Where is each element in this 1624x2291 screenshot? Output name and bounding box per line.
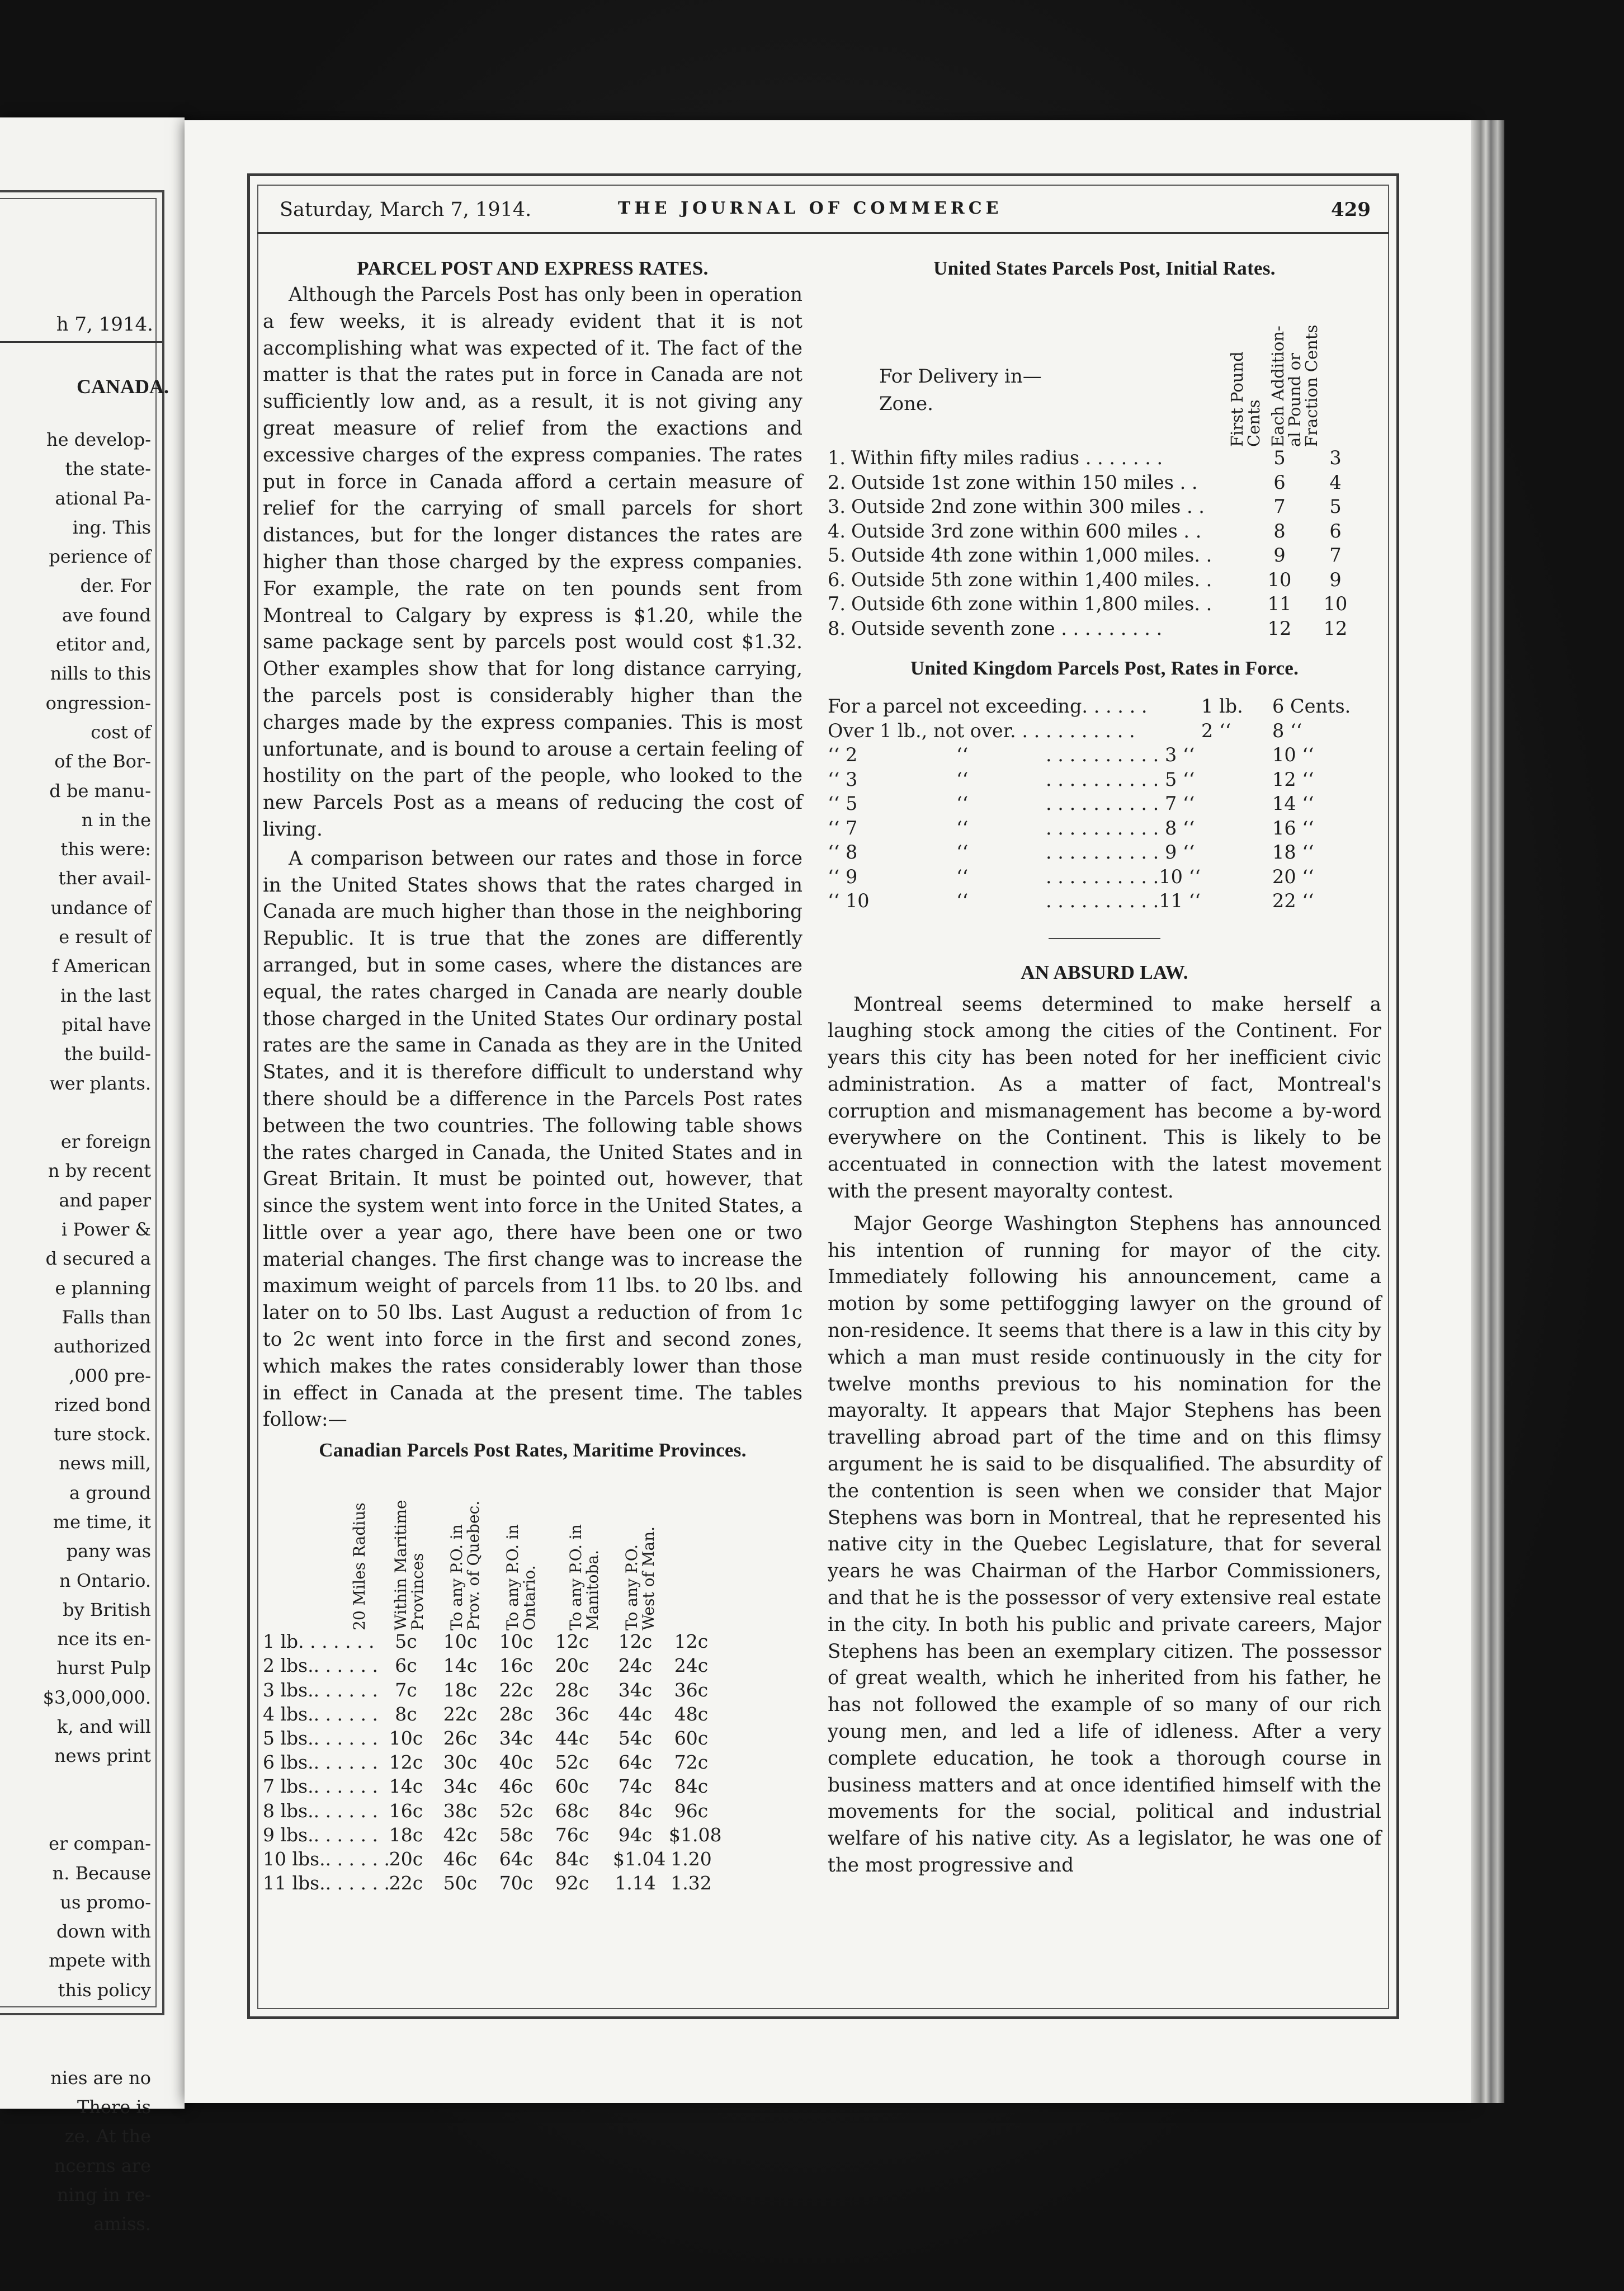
uk-label-cell: ‘‘ 8 <box>828 841 858 863</box>
uk-ditto-cell: ‘‘ <box>956 865 969 888</box>
facing-page-line: and paper <box>59 1189 151 1211</box>
uk-cents-cell: 14 ‘‘ <box>1272 793 1314 814</box>
facing-page-line: us promo- <box>60 1891 151 1913</box>
facing-page-line: er foreign <box>60 1131 151 1153</box>
canadian-rate-cell: 12c <box>555 1630 589 1653</box>
canadian-col-header-line: Manitoba. <box>583 1550 602 1631</box>
uk-cents-cell: 12 ‘‘ <box>1272 768 1314 790</box>
canadian-rate-cell: 74c <box>618 1775 653 1798</box>
facing-page-line: wer plants. <box>49 1072 151 1094</box>
canadian-rate-cell: 1.14 <box>615 1872 656 1894</box>
canadian-rate-cell: 64c <box>618 1751 653 1774</box>
facing-page-line: nills to this <box>50 663 151 685</box>
parcel-article-paragraph-2: A comparison between our rates and those in force in the United States shows that the rates charged in Canada are much higher than those in the neighboring Republic. It is true that the zones are differently arranged, but in some cases, where the distances are equal, the rates charged in Canada are nearly double those charged in the United States Our ordinary postal rates are the same in Canada as they are in the United States, and it is therefore difficult to understand why there should be a difference in the Parcels Post rates between the two countries. The following table shows the rates charged in Canada, the United States and in Great Britain. It must be pointed out, however, that since the system went into force in the United States, a little over a year ago, there have been one or two material changes. The first change was to increase the maximum weight of parcels from 11 lbs. to 20 lbs. and later on to 50 lbs. Last August a reduction of from 1c to 2c went into force in the first and second zones, which makes the rates considerably lower than those in effect in Canada at the present time. The tables follow:— <box>263 847 802 1431</box>
canadian-rate-cell: 1.20 <box>671 1847 712 1870</box>
uk-table-row <box>828 744 1381 769</box>
uk-label-cell: ‘‘ 3 <box>828 768 858 790</box>
canadian-col-header-line: To any P.O. in <box>566 1524 585 1631</box>
uk-cents-cell: 6 Cents. <box>1272 695 1351 717</box>
canadian-weight-cell: 8 lbs.. . . . . . <box>263 1799 378 1822</box>
facing-page-rule <box>0 341 162 343</box>
us-first-pound-cell: 12 <box>1267 617 1292 639</box>
canadian-rate-cell: 68c <box>555 1799 589 1822</box>
canadian-rate-cell: 44c <box>555 1727 589 1750</box>
canadian-rate-cell: 28c <box>499 1703 534 1725</box>
facing-page-line: undance of <box>50 897 151 918</box>
canadian-rate-cell: 10c <box>499 1630 534 1653</box>
facing-page-line: n in the <box>81 809 151 831</box>
uk-label-cell: Over 1 lb., not over. . . . . . . . . . . <box>828 719 1135 742</box>
canadian-rate-cell: 72c <box>674 1751 709 1774</box>
canadian-col-header-line: To any P.O. <box>622 1544 641 1631</box>
us-table-row <box>828 593 1381 617</box>
canadian-rate-cell: 30c <box>443 1751 478 1774</box>
canadian-rate-cell: 60c <box>674 1727 709 1750</box>
facing-page-line: d secured a <box>45 1248 151 1270</box>
facing-page-line <box>43 1771 151 1800</box>
absurd-article-paragraph-1: Montreal seems determined to make herself a laughing stock among the cities of the Continent. For years this city has been noted for her inefficient civic administration. As a matter of fact, Montreal's corruption and mismanagement has become a by-word everywhere on the Continent. This is likely to be accentuated in connection with the latest movement with the present mayoralty contest. <box>828 993 1381 1203</box>
canadian-rate-cell: 92c <box>555 1872 589 1894</box>
uk-table-row <box>828 769 1381 793</box>
us-first-pound-cell: 8 <box>1273 520 1286 542</box>
us-additional-cell: 4 <box>1329 471 1342 493</box>
facing-page-line <box>43 2034 151 2063</box>
absurd-article-paragraph-2: Major George Washington Stephens has announced his intention of running for mayor of the city. Immediately following his announcement, came a motion by some pettifogging lawyer on the ground of non-residence. It seems that there is a law in this city by which a man must reside continuously in the city for twelve months previous to his nomination for the mayoralty. It appears that Major Stephens has been travelling abroad part of the time and on this flimsy argument he is said to be disqualified. The absurdity of the contention is seen when we consider that Major Stephens was born in Montreal, that he represented his native city in the Quebec Legislature, that for several years he was Chairman of the Harbor Commissioners, and that he is the possessor of very extensive real estate in the city. In both his public and private careers, Major Stephens has been an exemplary citizen. The possessor of great wealth, which he inherited from his father, he has not followed the example of so many of our rich young men, and led a life of idleness. After a very complete education, he took a thorough course in business matters and at once identified himself with the movements for the social, political and industrial welfare of his native city. As a legislator, he was one of the most progressive and <box>828 1212 1381 1877</box>
uk-table-row <box>828 817 1381 842</box>
facing-page-line: of the Bor- <box>54 751 151 772</box>
canadian-rate-cell: 34c <box>443 1775 478 1798</box>
canadian-rate-cell: 14c <box>443 1654 478 1677</box>
facing-page <box>0 117 185 2235</box>
us-first-pound-cell: 6 <box>1273 471 1286 493</box>
canadian-rate-cell: 84c <box>555 1847 589 1870</box>
facing-page-line: ncerns are <box>54 2155 151 2176</box>
canadian-weight-cell: 5 lbs.. . . . . . <box>263 1727 378 1750</box>
uk-ditto-cell: ‘‘ <box>956 768 969 790</box>
canadian-col-header <box>568 1524 601 1630</box>
canadian-table-row <box>263 1654 802 1679</box>
facing-page-line: by British <box>63 1599 151 1620</box>
parcel-article-paragraph-1: Although the Parcels Post has only been in operation a few weeks, it is already evident that it is not accomplishing what was expected of it. The fact of the matter is that the rates put in force in Canada are not sufficiently low and, as a result, it is not giving any great measure of relief from the exactions and excessive charges of the express companies. The rates put in force in Canada afford a certain measure of relief for the carrying of small parcels for short distances, but for the longer distances the rates are higher than those charged by the express companies. For example, the rate on ten pounds sent from Montreal to Calgary by express is $1.20, while the same package sent by parcels post would cost $1.32. Other examples show that for long distance carrying, the parcels post is considerably higher than the charges made by the express companies. This is most unfortunate, and is bound to arouse a certain feeling of hostility on the part of the people, who looked to the new Parcels Post as a means of reducing the cost of living. <box>263 284 802 841</box>
uk-table-row <box>828 695 1381 720</box>
uk-label-cell: For a parcel not exceeding. . . . . . <box>828 695 1148 717</box>
canadian-rate-cell: 1.32 <box>671 1872 712 1894</box>
facing-page-line: There is <box>77 2096 151 2118</box>
for-delivery-label: For Delivery in— <box>879 365 1042 388</box>
canadian-col-header-line: Prov. of Quebec. <box>464 1501 483 1631</box>
uk-table-row <box>828 841 1381 866</box>
canadian-weight-cell: 11 lbs.. . . . . . <box>263 1872 390 1894</box>
canadian-col-header <box>449 1501 482 1630</box>
canadian-col-header-line: 20 Miles Radius <box>350 1502 369 1631</box>
uk-ditto-cell: ‘‘ <box>956 841 969 863</box>
us-first-pound-cell: 5 <box>1273 447 1286 469</box>
facing-page-line: k, and will <box>56 1716 151 1738</box>
uk-weight-cell: . . . . . . . . . .10 ‘‘ <box>1046 865 1201 888</box>
canadian-col-header <box>351 1503 368 1631</box>
canadian-col-header-line: Within Maritime <box>391 1500 410 1631</box>
us-first-pound-cell: 10 <box>1267 568 1292 591</box>
canadian-rate-cell: 42c <box>443 1823 478 1846</box>
uk-cents-cell: 16 ‘‘ <box>1272 817 1314 839</box>
us-additional-cell: 5 <box>1329 496 1342 517</box>
us-table-row <box>828 472 1381 496</box>
canadian-col-header-line: To any P.O. in <box>503 1524 522 1631</box>
parcel-article-title: PARCEL POST AND EXPRESS RATES. <box>357 257 709 279</box>
us-additional-cell: 7 <box>1329 544 1342 566</box>
canadian-table-row <box>263 1630 802 1654</box>
canadian-rate-cell: 12c <box>389 1751 423 1774</box>
facing-page-line: rized bond <box>54 1394 151 1416</box>
uk-table-row <box>828 793 1381 817</box>
canadian-rate-cell: $1.04 <box>613 1847 666 1870</box>
us-additional-cell: 10 <box>1323 593 1348 615</box>
canadian-col-header-line: West of Man. <box>639 1526 658 1631</box>
us-zone-number: 5. <box>828 544 846 566</box>
canadian-table-header <box>263 1468 802 1630</box>
absurd-article-title: AN ABSURD LAW. <box>1021 961 1188 983</box>
canadian-rate-cell: 20c <box>555 1654 589 1677</box>
canadian-weight-cell: 10 lbs.. . . . . . <box>263 1847 390 1870</box>
facing-page-line: n by recent <box>48 1160 151 1182</box>
canadian-rate-cell: 36c <box>674 1679 709 1701</box>
facing-page-line <box>43 2005 151 2034</box>
us-zone-description: Outside 3rd zone within 600 miles . . <box>851 520 1202 542</box>
uk-weight-cell: . . . . . . . . . . 3 ‘‘ <box>1046 744 1195 766</box>
facing-page-line: d be manu- <box>49 780 151 802</box>
facing-page-line: i Power & <box>61 1219 151 1241</box>
canadian-rate-cell: 94c <box>618 1823 653 1846</box>
canadian-rate-cell: 18c <box>443 1679 478 1701</box>
canadian-table-body <box>263 1630 802 1896</box>
canadian-table-row <box>263 1703 802 1727</box>
canadian-rate-cell: 38c <box>443 1799 478 1822</box>
facing-page-line: e planning <box>55 1277 151 1299</box>
facing-page-line: ave found <box>62 604 151 626</box>
canadian-rate-cell: 16c <box>389 1799 423 1822</box>
facing-page-line: er compan- <box>49 1833 151 1855</box>
canadian-rate-cell: $1.08 <box>669 1823 722 1846</box>
us-table-row <box>828 496 1381 520</box>
canadian-table-row <box>263 1751 802 1775</box>
uk-ditto-cell: ‘‘ <box>956 817 969 839</box>
canadian-col-header <box>393 1500 426 1630</box>
zone-label: Zone. <box>879 393 933 415</box>
canadian-rate-cell: 84c <box>618 1799 653 1822</box>
right-column <box>828 257 1381 1879</box>
uk-cents-cell: 18 ‘‘ <box>1272 841 1314 863</box>
canadian-rate-cell: 6c <box>395 1654 417 1677</box>
canadian-rate-cell: 52c <box>499 1799 534 1822</box>
canadian-rate-cell: 46c <box>499 1775 534 1798</box>
canadian-col-header <box>504 1524 538 1630</box>
canadian-rate-cell: 70c <box>499 1872 534 1894</box>
canadian-rate-cell: 60c <box>555 1775 589 1798</box>
uk-table-title: United Kingdom Parcels Post, Rates in Force. <box>910 657 1299 679</box>
canadian-rate-cell: 8c <box>395 1703 417 1725</box>
us-zone-description: Outside 2nd zone within 300 miles . . <box>851 496 1205 517</box>
canadian-rate-cell: 46c <box>443 1847 478 1870</box>
canadian-rate-cell: 40c <box>499 1751 534 1774</box>
facing-page-line: cost of <box>91 721 151 743</box>
canadian-rate-cell: 20c <box>389 1847 423 1870</box>
canadian-weight-cell: 3 lbs.. . . . . . <box>263 1679 378 1701</box>
facing-page-line: pital have <box>62 1013 151 1035</box>
col-each-additional: Each Addition- al Pound or Fraction Cents <box>1268 324 1321 447</box>
uk-ditto-cell: ‘‘ <box>956 890 969 912</box>
canadian-rate-cell: 10c <box>443 1630 478 1653</box>
facing-page-line: pany was <box>66 1540 151 1562</box>
us-first-pound-cell: 11 <box>1267 593 1292 615</box>
facing-page-date: h 7, 1914. <box>56 313 153 336</box>
canadian-rate-cell: 84c <box>674 1775 709 1798</box>
canadian-rate-cell: 14c <box>389 1775 423 1798</box>
canadian-rate-cell: 28c <box>555 1679 589 1701</box>
canadian-weight-cell: 1 lb. . . . . . . <box>263 1630 375 1653</box>
us-zone-description: Outside 6th zone within 1,800 miles. . <box>851 593 1212 615</box>
us-additional-cell: 3 <box>1329 447 1342 469</box>
facing-page-heading: CANADA. <box>77 375 169 398</box>
canadian-rate-cell: 44c <box>618 1703 653 1725</box>
us-table-row <box>828 617 1381 642</box>
canadian-rate-cell: 34c <box>499 1727 534 1750</box>
us-additional-cell: 12 <box>1323 617 1348 639</box>
us-zone-number: 2. <box>828 471 846 493</box>
canadian-rate-cell: 22c <box>499 1679 534 1701</box>
canadian-weight-cell: 4 lbs.. . . . . . <box>263 1703 378 1725</box>
uk-table-row <box>828 890 1381 914</box>
facing-page-line: hurst Pulp <box>56 1657 151 1679</box>
facing-page-line: ther avail- <box>58 868 151 889</box>
canadian-table-row <box>263 1800 802 1824</box>
us-first-pound-cell: 9 <box>1273 544 1286 566</box>
canadian-rate-cell: 22c <box>443 1703 478 1725</box>
facing-page-line: f American <box>51 955 151 977</box>
canadian-rate-cell: 52c <box>555 1751 589 1774</box>
us-zone-number: 3. <box>828 496 846 517</box>
canadian-table-row <box>263 1848 802 1872</box>
canadian-rate-cell: 50c <box>443 1872 478 1894</box>
facing-page-line: ze. At the <box>64 2125 151 2147</box>
facing-page-line: news mill, <box>59 1453 151 1474</box>
canadian-table-row <box>263 1679 802 1703</box>
canadian-rate-cell: 36c <box>555 1703 589 1725</box>
canadian-rates-table <box>263 1468 802 1894</box>
uk-label-cell: ‘‘ 2 <box>828 744 858 766</box>
facing-page-line: amiss. <box>93 2213 151 2235</box>
journal-page <box>185 120 1471 2103</box>
uk-label-cell: ‘‘ 10 <box>828 890 870 912</box>
canadian-rate-cell: 54c <box>618 1727 653 1750</box>
canadian-table-row <box>263 1727 802 1751</box>
left-column <box>263 257 802 1894</box>
us-zone-description: Outside 4th zone within 1,000 miles. . <box>851 544 1212 566</box>
col-first-pound: First Pound Cents <box>1228 351 1263 447</box>
canadian-weight-cell: 9 lbs.. . . . . . <box>263 1823 378 1846</box>
uk-weight-cell: . . . . . . . . . . 9 ‘‘ <box>1046 841 1195 863</box>
facing-page-line: perience of <box>49 546 151 568</box>
canadian-weight-cell: 7 lbs.. . . . . . <box>263 1775 378 1798</box>
us-table-row <box>828 569 1381 593</box>
uk-weight-cell: 1 lb. <box>1201 695 1243 717</box>
us-zone-description: Within fifty miles radius . . . . . . . <box>851 447 1163 469</box>
uk-weight-cell: . . . . . . . . . . 7 ‘‘ <box>1046 793 1195 814</box>
page-edge <box>1471 120 1504 2103</box>
canadian-rate-cell: 76c <box>555 1823 589 1846</box>
us-zone-number: 4. <box>828 520 846 542</box>
facing-page-line: e result of <box>59 926 151 948</box>
facing-page-line: $3,000,000. <box>43 1686 151 1708</box>
canadian-rate-cell: 22c <box>389 1872 423 1894</box>
us-table-row <box>828 544 1381 569</box>
facing-page-line: n Ontario. <box>59 1569 151 1591</box>
canadian-rate-cell: 96c <box>674 1799 709 1822</box>
canadian-rate-cell: 24c <box>618 1654 653 1677</box>
us-zone-number: 7. <box>828 593 846 615</box>
facing-page-line <box>43 1098 151 1127</box>
us-table-for-delivery <box>879 363 1042 418</box>
us-table-body <box>828 447 1381 642</box>
canadian-weight-cell: 2 lbs.. . . . . . <box>263 1654 378 1677</box>
canadian-rate-cell: 64c <box>499 1847 534 1870</box>
canadian-rate-cell: 48c <box>674 1703 709 1725</box>
uk-cents-cell: 22 ‘‘ <box>1272 890 1314 912</box>
us-zone-number: 6. <box>828 568 846 591</box>
uk-label-cell: ‘‘ 7 <box>828 817 858 839</box>
facing-page-line: der. For <box>80 575 151 597</box>
facing-page-line <box>43 1800 151 1829</box>
canadian-col-header-line: To any P.O. in <box>447 1524 466 1631</box>
uk-weight-cell: 2 ‘‘ <box>1201 719 1231 742</box>
canadian-rate-cell: 12c <box>618 1630 653 1653</box>
canadian-col-header-line: Ontario. <box>520 1565 539 1631</box>
canadian-weight-cell: 6 lbs.. . . . . . <box>263 1751 378 1774</box>
uk-cents-cell: 20 ‘‘ <box>1272 865 1314 888</box>
us-zone-description: Outside 1st zone within 150 miles . . <box>851 471 1198 493</box>
uk-table-body <box>828 695 1381 914</box>
section-divider <box>1049 938 1160 939</box>
uk-label-cell: ‘‘ 5 <box>828 793 858 814</box>
canadian-rate-cell: 7c <box>395 1679 417 1701</box>
canadian-table-row <box>263 1775 802 1799</box>
canadian-table-title: Canadian Parcels Post Rates, Maritime Provinces. <box>319 1439 747 1462</box>
us-table-header <box>828 282 1381 447</box>
us-additional-cell: 9 <box>1329 568 1342 591</box>
canadian-table-row <box>263 1824 802 1848</box>
canadian-col-header <box>624 1526 657 1630</box>
facing-page-line: nce its en- <box>57 1628 151 1650</box>
uk-ditto-cell: ‘‘ <box>956 744 969 766</box>
facing-page-line: mpete with <box>49 1950 151 1972</box>
facing-page-line: a ground <box>69 1482 151 1503</box>
facing-page-line: this were: <box>60 838 151 860</box>
uk-table-row <box>828 720 1381 744</box>
facing-page-line: the state- <box>65 458 151 480</box>
us-zone-number: 1. <box>828 447 846 469</box>
facing-page-line: this policy <box>58 1979 151 2001</box>
facing-page-line: he develop- <box>46 429 151 450</box>
header-title: THE JOURNAL OF COMMERCE <box>618 199 1003 218</box>
header-rule <box>257 232 1389 234</box>
canadian-rate-cell: 58c <box>499 1823 534 1846</box>
facing-page-line: ,000 pre- <box>69 1365 151 1387</box>
uk-weight-cell: . . . . . . . . . . 5 ‘‘ <box>1046 768 1195 790</box>
facing-page-line: ing. This <box>72 516 151 538</box>
facing-page-text <box>43 425 151 2238</box>
canadian-rate-cell: 18c <box>389 1823 423 1846</box>
uk-cents-cell: 10 ‘‘ <box>1272 744 1314 766</box>
canadian-rate-cell: 34c <box>618 1679 653 1701</box>
facing-page-line: ational Pa- <box>55 487 151 509</box>
facing-page-line: news print <box>54 1745 151 1767</box>
facing-page-line: in the last <box>60 984 151 1006</box>
us-zone-description: Outside 5th zone within 1,400 miles. . <box>851 568 1212 591</box>
us-zone-description: Outside seventh zone . . . . . . . . . <box>851 617 1163 639</box>
canadian-rate-cell: 12c <box>674 1630 709 1653</box>
facing-page-line: me time, it <box>53 1511 151 1533</box>
uk-ditto-cell: ‘‘ <box>956 793 969 814</box>
canadian-rate-cell: 26c <box>443 1727 478 1750</box>
canadian-rate-cell: 24c <box>674 1654 709 1677</box>
uk-label-cell: ‘‘ 9 <box>828 865 858 888</box>
uk-weight-cell: . . . . . . . . . . 8 ‘‘ <box>1046 817 1195 839</box>
uk-weight-cell: . . . . . . . . . .11 ‘‘ <box>1046 890 1201 912</box>
us-table-title: United States Parcels Post, Initial Rates. <box>933 257 1276 279</box>
canadian-rate-cell: 5c <box>395 1630 417 1653</box>
canadian-rate-cell: 10c <box>389 1727 423 1750</box>
facing-page-line: n. Because <box>52 1862 151 1884</box>
facing-page-line: ning in re- <box>56 2184 151 2205</box>
uk-table-row <box>828 866 1381 890</box>
canadian-table-row <box>263 1872 802 1896</box>
header-date: Saturday, March 7, 1914. <box>280 199 532 221</box>
us-table-row <box>828 447 1381 472</box>
us-additional-cell: 6 <box>1329 520 1342 542</box>
facing-page-line: etitor and, <box>56 634 151 656</box>
facing-page-line: down with <box>56 1921 151 1943</box>
canadian-col-header-line: Provinces <box>408 1553 427 1631</box>
facing-page-line: the build- <box>64 1043 151 1065</box>
us-zone-number: 8. <box>828 617 846 639</box>
canadian-rate-cell: 16c <box>499 1654 534 1677</box>
us-first-pound-cell: 7 <box>1273 496 1286 517</box>
facing-page-line: nies are no <box>50 2067 151 2089</box>
us-table-row <box>828 520 1381 545</box>
page-number: 429 <box>1331 199 1371 221</box>
facing-page-line: Falls than <box>62 1306 151 1328</box>
facing-page-line: ongression- <box>45 692 151 714</box>
facing-page-line: authorized <box>53 1336 151 1357</box>
facing-page-line: ture stock. <box>54 1423 151 1445</box>
uk-cents-cell: 8 ‘‘ <box>1272 719 1302 742</box>
